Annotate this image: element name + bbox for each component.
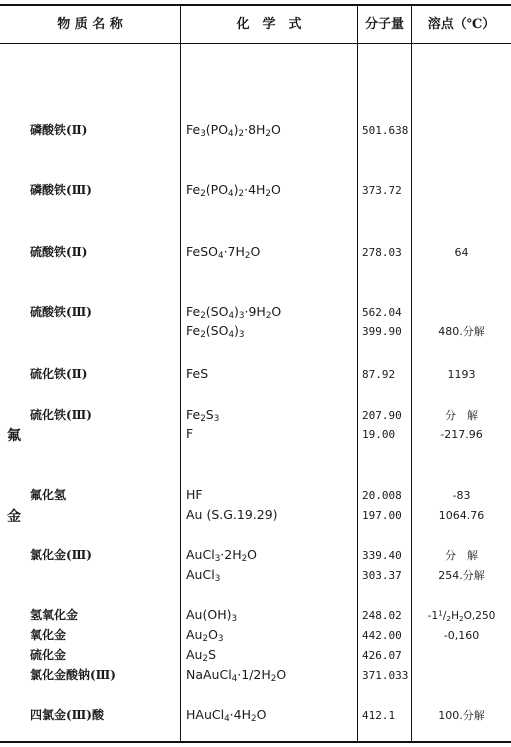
row-mass: 19.00 [362,428,396,441]
row-mass: 278.03 [362,246,402,259]
row-formula: Au (S.G.19.29) [186,507,278,522]
row-mass: 501.638 [362,124,409,137]
row-name: 氟化氢 [30,488,67,502]
row-name: 硫化金 [30,648,67,662]
row-formula: $Fe_2(SO_4)_3$ [186,323,245,341]
row-mass: 197.00 [362,509,402,522]
row-melting-point: 64 [454,246,469,259]
row-name: 氢氧化金 [30,608,79,622]
bottom-rule [0,741,511,743]
row-melting-point: -217.96 [440,428,483,441]
row-mass: 442.00 [362,629,402,642]
header-chemical-formula: 化 学 式 [236,17,302,32]
row-name: 硫酸铁(Ⅲ) [30,305,92,319]
row-name: 氧化金 [30,628,67,642]
row-mass: 562.04 [362,306,402,319]
row-mass: 339.40 [362,549,402,562]
row-formula: $Fe_2S_3$ [186,407,220,425]
row-formula: $Au_2O_3$ [186,627,224,645]
element-label-fluorine: 氟 [7,428,21,444]
row-formula: $Fe_2(PO_4)_2\cdot 4H_2O$ [186,182,281,200]
row-formula: $Au_2S$ [186,647,216,665]
row-name: 磷酸铁(Ⅱ) [30,123,88,137]
row-melting-point: 分 解 [445,549,478,562]
row-name: 硫化铁(Ⅱ) [30,367,88,381]
row-formula: FeS [186,366,209,381]
row-mass: 426.07 [362,649,402,662]
header-molecular-weight: 分子量 [364,17,404,32]
row-melting-point: -0,160 [443,629,480,642]
row-melting-point: 1064.76 [438,509,485,522]
row-formula: $Au(OH)_3$ [186,607,238,625]
row-formula: $FeSO_4\cdot 7H_2O$ [186,244,261,262]
header-melting-point: 溶点（℃） [427,17,496,32]
row-mass: 20.008 [362,489,402,502]
header-substance-name: 物 质 名 称 [57,17,123,32]
row-melting-point: 分 解 [445,409,478,422]
row-name: 硫酸铁(Ⅱ) [30,245,88,259]
row-name: 氯化金酸钠(Ⅲ) [30,668,116,682]
row-name: 硫化铁(Ⅲ) [30,408,92,422]
row-formula: $Fe_3(PO_4)_2\cdot 8H_2O$ [186,122,281,140]
row-name: 四氯金(Ⅲ)酸 [30,708,104,722]
row-formula: HF [186,487,203,502]
row-mass: 87.92 [362,368,396,381]
element-label-gold: 金 [7,509,21,525]
top-rule [0,4,511,6]
row-mass: 373.72 [362,184,402,197]
row-melting-point: 100.分解 [438,709,485,722]
row-formula: $AuCl_3\cdot 2H_2O$ [186,547,258,565]
row-formula: $HAuCl_4\cdot 4H_2O$ [186,707,267,725]
row-name: 磷酸铁(Ⅲ) [30,183,92,197]
row-melting-point: $-1^1/_2H_2O,250$ [427,608,496,623]
col-divider-2 [357,4,358,743]
row-melting-point: 254.分解 [438,569,485,582]
row-mass: 207.90 [362,409,402,422]
header-rule [0,43,511,44]
row-mass: 303.37 [362,569,402,582]
row-mass: 371.033 [362,669,409,682]
row-mass: 248.02 [362,609,402,622]
col-divider-1 [180,4,181,743]
row-melting-point: 480.分解 [438,325,485,338]
row-melting-point: -83 [452,489,471,502]
row-mass: 399.90 [362,325,402,338]
row-name: 氯化金(Ⅲ) [30,548,92,562]
row-mass: 412.1 [362,709,396,722]
row-formula: $NaAuCl_4\cdot 1/2H_2O$ [186,667,287,685]
row-formula: $Fe_2(SO_4)_3\cdot 9H_2O$ [186,304,282,322]
row-formula: F [186,426,194,441]
row-formula: AuCl$_3$ [186,567,221,585]
row-melting-point: 1193 [447,368,476,381]
